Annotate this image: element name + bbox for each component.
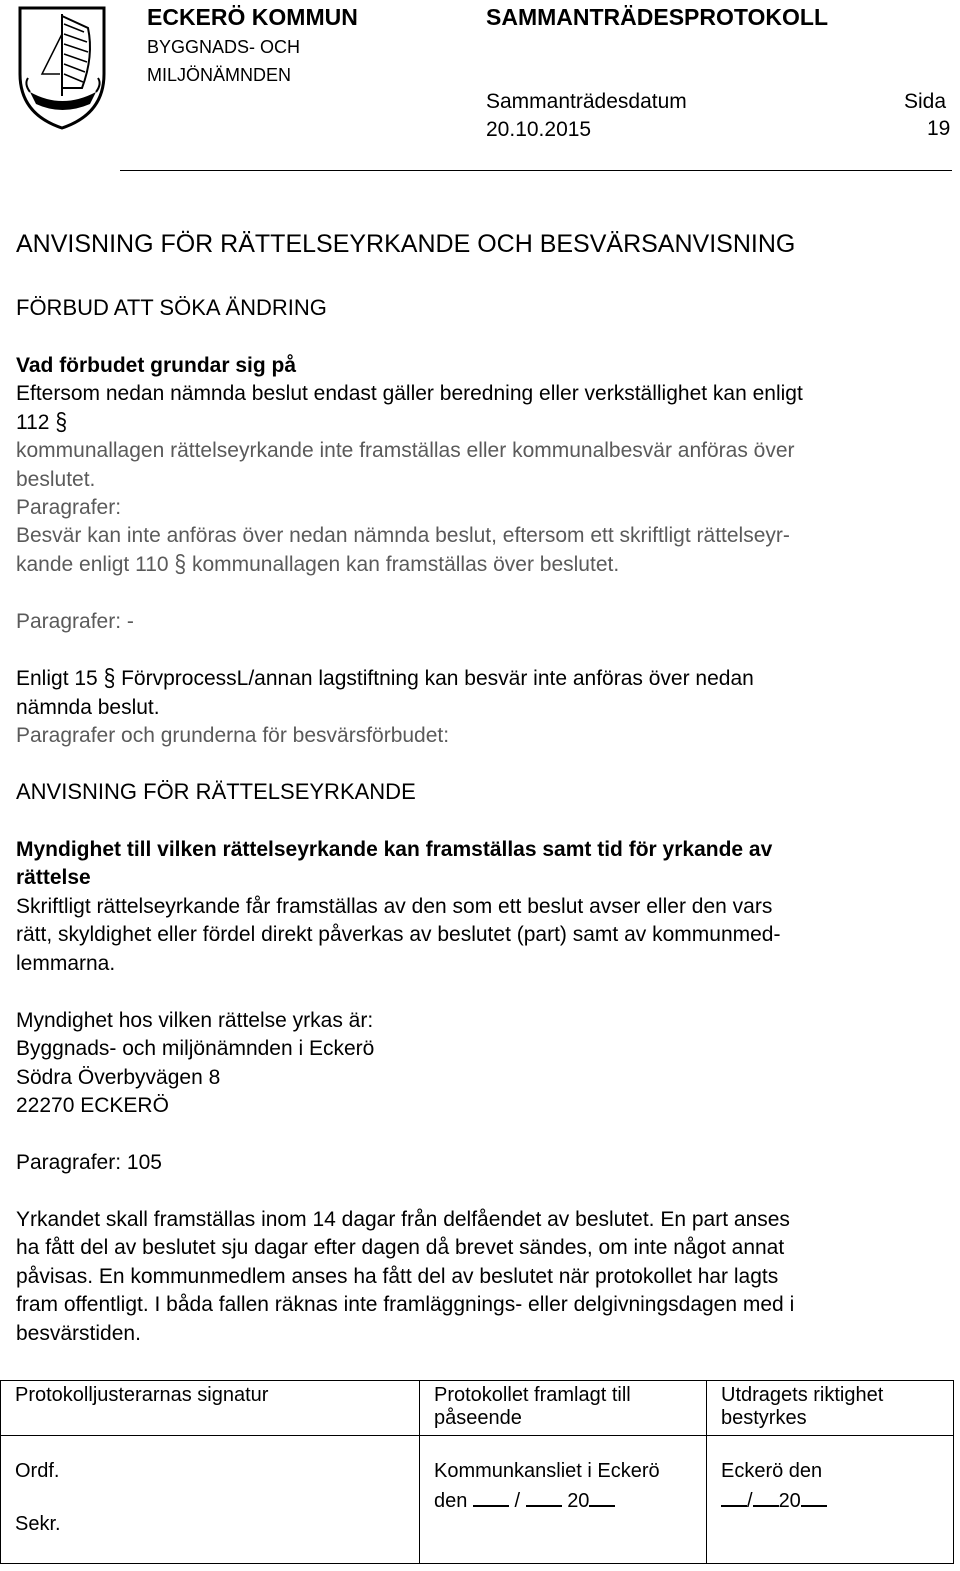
- header-divider: [120, 170, 952, 171]
- address-line3: 22270 ECKERÖ: [16, 1094, 169, 1117]
- section-symbol: §: [55, 408, 68, 437]
- section-symbol: §: [103, 664, 116, 693]
- law-section-number: 112: [16, 411, 50, 434]
- forbud-text-line3: kommunallagen rättelseyrkande inte framställas eller kommunalbesvär anföras över: [16, 439, 795, 462]
- kommun-name: ECKERÖ KOMMUN: [147, 4, 358, 30]
- year-blank: [801, 1487, 827, 1507]
- day-blank: [721, 1487, 747, 1507]
- date-slash: /: [514, 1490, 521, 1512]
- rattelse-subheading-line2: rättelse: [16, 866, 91, 889]
- besvar-line2: [16, 551, 619, 580]
- page-number: 19: [927, 117, 951, 140]
- final-line4: fram offentligt. I båda fallen räknas inte framläggnings- eller delgivningsdagen med i: [16, 1293, 795, 1316]
- rattelse-text-line1: Skriftligt rättelseyrkande får framställas av den som ett beslut avser eller den vars: [16, 895, 773, 918]
- sekr-label: Sekr.: [15, 1513, 61, 1535]
- grunderna-label: Paragrafer och grunderna för besvärsförbudet:: [16, 724, 450, 747]
- enligt-line2: nämnda beslut.: [16, 696, 160, 719]
- kommun-logo: [12, 4, 112, 132]
- address-line2: Södra Överbyvägen 8: [16, 1066, 221, 1089]
- den-label: den: [434, 1490, 468, 1512]
- document-type: SAMMANTRÄDESPROTOKOLL: [486, 4, 829, 30]
- forbud-text-line2: [16, 409, 67, 438]
- signature-header-cell: [1, 1381, 420, 1436]
- framlagt-header-cell: [420, 1381, 707, 1436]
- page-label: Sida: [904, 90, 947, 113]
- besvar-line2-end: kommunallagen kan framställas över beslutet.: [191, 553, 620, 576]
- forbud-subheading: Vad förbudet grundar sig på: [16, 354, 297, 377]
- year-prefix: 20: [567, 1490, 590, 1512]
- paragrafer-dash: Paragrafer: -: [16, 610, 134, 633]
- year-prefix: 20: [778, 1490, 801, 1512]
- bestyrkes-header-line1: Utdragets riktighet: [721, 1384, 884, 1406]
- framlagt-header-line1: Protokollet framlagt till: [434, 1384, 631, 1406]
- namnd-name-line2: MILJÖNÄMNDEN: [147, 65, 292, 85]
- myndighet-label: Myndighet hos vilken rättelse yrkas är:: [16, 1009, 374, 1032]
- namnd-name-line1: BYGGNADS- OCH: [147, 37, 301, 57]
- rattelse-heading: ANVISNING FÖR RÄTTELSEYRKANDE: [16, 779, 416, 804]
- final-line3: påvisas. En kommunmedlem anses ha fått del av beslutet när protokollet har lagts: [16, 1265, 779, 1288]
- rattelse-text-line3: lemmarna.: [16, 952, 116, 975]
- framlagt-date-line: [434, 1487, 692, 1513]
- viking-ship-crest-icon: [12, 4, 112, 132]
- ordf-label: Ordf.: [15, 1460, 60, 1482]
- bestyrkes-header-line2: bestyrkes: [721, 1407, 807, 1429]
- final-line1: Yrkandet skall framställas inom 14 dagar från delfåendet av beslutet. En part anses: [16, 1208, 790, 1231]
- framlagt-body-cell: [420, 1436, 707, 1564]
- rattelse-subheading-line1: Myndighet till vilken rättelseyrkande kan framställas samt tid för yrkande av: [16, 838, 773, 861]
- bestyrkes-date-line: [721, 1487, 939, 1513]
- paragrafer-label: Paragrafer:: [16, 496, 122, 519]
- year-blank: [589, 1487, 615, 1507]
- besvar-line2-start: kande enligt 110: [16, 553, 169, 576]
- forbud-text-line4: beslutet.: [16, 468, 96, 491]
- section-symbol: §: [174, 550, 187, 579]
- framlagt-header-line2: påseende: [434, 1407, 522, 1429]
- besvar-line1: Besvär kan inte anföras över nedan nämnda beslut, eftersom ett skriftligt rättelseyr-: [16, 524, 790, 547]
- rattelse-text-line2: rätt, skyldighet eller fördel direkt påverkas av beslutet (part) samt av kommunmed-: [16, 923, 781, 946]
- bestyrkes-body-cell: [707, 1436, 954, 1564]
- enligt-line1-start: Enligt 15: [16, 667, 98, 690]
- forbud-heading: FÖRBUD ATT SÖKA ÄNDRING: [16, 295, 327, 320]
- month-blank: [753, 1487, 779, 1507]
- signature-body-cell: [1, 1436, 420, 1564]
- forbud-text-line1: Eftersom nedan nämnda beslut endast gäller beredning eller verkställighet kan enligt: [16, 382, 803, 405]
- day-blank: [473, 1487, 509, 1507]
- enligt-line1-end: FörvprocessL/annan lagstiftning kan besvär inte anföras över nedan: [121, 667, 754, 690]
- eckero-den-label: Eckerö den: [721, 1460, 823, 1482]
- month-blank: [526, 1487, 562, 1507]
- enligt-line1: [16, 665, 754, 694]
- signature-table: [0, 1380, 954, 1564]
- final-line5: besvärstiden.: [16, 1322, 141, 1345]
- bestyrkes-header-cell: [707, 1381, 954, 1436]
- date-label: Sammanträdesdatum: [486, 90, 687, 113]
- kommunkansliet-label: Kommunkansliet i Eckerö: [434, 1460, 660, 1482]
- date-value: 20.10.2015: [486, 118, 592, 141]
- final-line2: ha fått del av beslutet sju dagar efter dagen då brevet sändes, om inte något annat: [16, 1236, 785, 1259]
- date-slash: /: [747, 1490, 753, 1512]
- rattelse-paragrafer: Paragrafer: 105: [16, 1151, 162, 1174]
- signature-header: Protokolljusterarnas signatur: [15, 1384, 269, 1406]
- document-title: ANVISNING FÖR RÄTTELSEYRKANDE OCH BESVÄRSANVISNING: [16, 230, 796, 258]
- address-line1: Byggnads- och miljönämnden i Eckerö: [16, 1037, 375, 1060]
